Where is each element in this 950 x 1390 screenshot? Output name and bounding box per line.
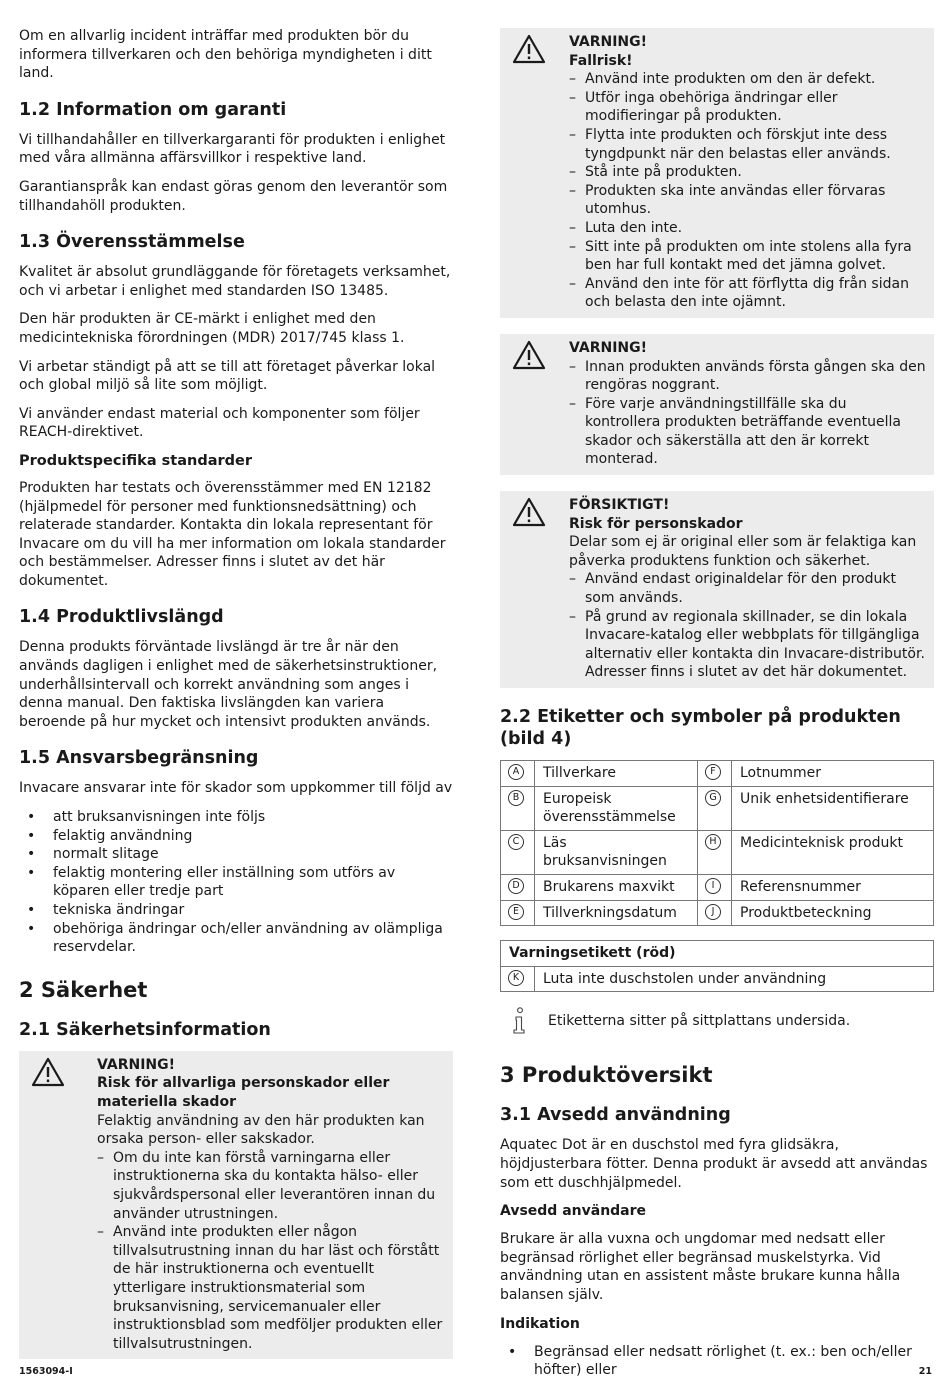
- section-1-5-heading: 1.5 Ansvarsbegränsning: [19, 748, 259, 769]
- list-item: – Luta den inte.: [569, 219, 926, 238]
- symbol-letter: F: [705, 764, 721, 780]
- list-item: • att bruksanvisningen inte följs: [19, 808, 453, 827]
- symbol-letter: E: [508, 904, 524, 920]
- list-item: – På grund av regionala skillnader, se din lokala Invacare-katalog eller webbplats för tillgängliga alternativ eller kontakta din Invacare-distributör. Adresser finns i slutet av det här dokumentet.: [569, 608, 926, 682]
- list-item: • Begränsad eller nedsatt rörlighet (t. ex.: ben och/eller höfter) eller: [500, 1343, 934, 1380]
- table-cell: Läs bruksanvisningen: [535, 830, 698, 874]
- table-cell: Referensnummer: [732, 874, 934, 900]
- indication-heading: Indikation: [500, 1315, 580, 1332]
- label-symbol-table: [500, 760, 934, 926]
- section-1-3-heading: 1.3 Överensstämmelse: [19, 232, 245, 253]
- section-2-1-heading: 2.1 Säkerhetsinformation: [19, 1019, 271, 1040]
- table-cell: Lotnummer: [732, 761, 934, 787]
- symbol-letter: G: [705, 790, 721, 806]
- warning-content: [569, 339, 926, 469]
- table-cell: Produktbeteckning: [732, 900, 934, 926]
- chapter-2-heading: 2 Säkerhet: [19, 977, 148, 1002]
- caution-text: Delar som ej är original eller som är felaktiga kan påverka produktens funktion och säkerhet.: [569, 534, 917, 569]
- warning-label-table: [500, 940, 934, 992]
- paragraph: Denna produkts förväntade livslängd är tre år när den används dagligen i enlighet med de säkerhetsinstruktioner, underhållsintervall och korrekt användning som anges i denna manual. Den faktiska livslängden kan variera beroende på hur mycket och intensivt produkten används.: [19, 639, 438, 730]
- section-1-2-heading: 1.2 Information om garanti: [19, 99, 287, 120]
- table-row: [501, 761, 934, 787]
- warning-triangle-icon: [31, 1057, 65, 1087]
- list-item: • obehöriga ändringar och/eller användning av olämpliga reservdelar.: [19, 920, 453, 957]
- warning-list: [569, 70, 926, 312]
- symbol-letter: K: [508, 970, 524, 986]
- document-number: 1563094-I: [19, 1366, 73, 1377]
- section-1-4-heading: 1.4 Produktlivslängd: [19, 607, 224, 628]
- symbol-letter: H: [705, 834, 721, 850]
- paragraph: Vi tillhandahåller en tillverkargaranti för produkten i enlighet med våra allmänna affärsvillkor i respektive land.: [19, 131, 446, 167]
- table-row: [501, 900, 934, 926]
- intro-paragraph: Om en allvarlig incident inträffar med produkten bör du informera tillverkaren och den behöriga myndigheten i ditt land.: [19, 28, 432, 82]
- warning-triangle-icon: [512, 497, 546, 527]
- table-cell: Brukarens maxvikt: [535, 874, 698, 900]
- symbol-letter: C: [508, 834, 524, 850]
- paragraph: Vi arbetar ständigt på att se till att företaget påverkar lokal och global miljö så lite som möjligt.: [19, 358, 436, 394]
- paragraph: Den här produkten är CE-märkt i enlighet med den medicintekniska förordningen (MDR) 2017/745 klass 1.: [19, 311, 405, 346]
- warning-list: [97, 1149, 445, 1354]
- table-cell: Luta inte duschstolen under användning: [535, 966, 934, 992]
- paragraph: Invacare ansvarar inte för skador som uppkommer till följd av: [19, 780, 453, 797]
- list-item: • felaktig montering eller inställning som utförs av köparen eller tredje part: [19, 864, 453, 901]
- warning-signal-word: VARNING!: [569, 339, 648, 356]
- table-header-row: [501, 941, 934, 967]
- warning-signal-word: VARNING!: [569, 34, 648, 50]
- list-item: • felaktig användning: [19, 827, 453, 846]
- intended-user-heading: Avsedd användare: [500, 1203, 647, 1220]
- info-note: [500, 1010, 934, 1046]
- warning-title: Fallrisk!: [569, 52, 633, 69]
- caution-title: Risk för personskador: [569, 515, 743, 532]
- product-standards-heading: Produktspecifika standarder: [19, 452, 252, 469]
- paragraph: Vi använder endast material och komponenter som följer REACH-direktivet.: [19, 405, 420, 441]
- warning-box: [500, 28, 934, 318]
- section-3-1-heading: 3.1 Avsedd användning: [500, 1105, 731, 1126]
- list-item: – Innan produkten används första gången ska den rengöras noggrant.: [569, 358, 926, 395]
- table-row: [501, 830, 934, 874]
- table-cell: Tillverkningsdatum: [535, 900, 698, 926]
- paragraph: Brukare är alla vuxna och ungdomar med nedsatt eller begränsad rörlighet eller begränsad muskelstyrka. Vid användning utan en assistent måste brukare kunna hålla balansen själv.: [500, 1231, 901, 1303]
- symbol-letter: D: [508, 878, 524, 894]
- right-column: [500, 28, 934, 1390]
- list-item: – Använd den inte för att förflytta dig från sidan och belasta den inte ojämnt.: [569, 275, 926, 312]
- table-cell: Unik enhetsidentifierare: [732, 786, 934, 830]
- symbol-letter: B: [508, 790, 524, 806]
- list-item: – Produkten ska inte användas eller förvaras utomhus.: [569, 182, 926, 219]
- list-item: – Använd inte produkten eller någon tillvalsutrustning innan du har läst och förstått de här instruktionerna och eventuellt ytterligare instruktionsmaterial som bruksanvisning, servicemanualer eller instruktionsblad som medföljer produkten eller tillvalsutrustningen.: [97, 1223, 445, 1353]
- warning-box: [19, 1051, 453, 1360]
- caution-box: [500, 491, 934, 688]
- warning-text: Felaktig användning av den här produkten kan orsaka person- eller sakskador.: [97, 1112, 425, 1148]
- list-item: – Flytta inte produkten och förskjut inte dess tyngdpunkt när den belastas eller används.: [569, 126, 926, 163]
- table-header: Varningsetikett (röd): [501, 941, 934, 967]
- warning-content: [97, 1056, 445, 1354]
- warning-triangle-icon: [512, 340, 546, 370]
- table-row: [501, 786, 934, 830]
- table-cell: Europeisk överensstämmelse: [535, 786, 698, 830]
- table-row: [501, 874, 934, 900]
- section-2-2-heading: 2.2 Etiketter och symboler på produkten (bild 4): [500, 707, 901, 749]
- list-item: • tekniska ändringar: [19, 901, 453, 920]
- page-number: 21: [918, 1366, 932, 1377]
- symbol-letter: A: [508, 764, 524, 780]
- list-item: – Utför inga obehöriga ändringar eller modifieringar på produkten.: [569, 89, 926, 126]
- caution-list: [569, 570, 926, 682]
- paragraph: Garantianspråk kan endast göras genom den leverantör som tillhandahöll produkten.: [19, 178, 448, 214]
- table-row: [501, 966, 934, 992]
- paragraph: Kvalitet är absolut grundläggande för företagets verksamhet, och vi arbetar i enlighet med standarden ISO 13485.: [19, 264, 451, 299]
- chapter-3-heading: 3 Produktöversikt: [500, 1063, 713, 1088]
- warning-box: [500, 334, 934, 475]
- info-text: Etiketterna sitter på sittplattans undersida.: [548, 1013, 851, 1030]
- caution-content: [569, 496, 926, 682]
- table-cell: Tillverkare: [535, 761, 698, 787]
- info-icon: [512, 1007, 526, 1035]
- indication-list: [500, 1343, 934, 1380]
- warning-triangle-icon: [512, 34, 546, 64]
- warning-content: [569, 33, 926, 312]
- list-item: • normalt slitage: [19, 845, 453, 864]
- table-cell: Medicinteknisk produkt: [732, 830, 934, 874]
- list-item: – Använd inte produkten om den är defekt.: [569, 70, 926, 89]
- warning-signal-word: VARNING!: [97, 1056, 176, 1073]
- list-item: – Använd endast originaldelar för den produkt som används.: [569, 570, 926, 607]
- list-item: – Stå inte på produkten.: [569, 163, 926, 182]
- symbol-letter: J: [705, 904, 721, 920]
- paragraph: Aquatec Dot är en duschstol med fyra glidsäkra, höjdjusterbara fötter. Denna produkt är avsedd att användas som ett duschhjälpmedel.: [500, 1137, 928, 1191]
- left-column: [19, 27, 453, 1375]
- caution-signal-word: FÖRSIKTIGT!: [569, 497, 670, 514]
- warning-list: [569, 358, 926, 470]
- liability-list: [19, 808, 453, 957]
- warning-title: Risk för allvarliga personskador eller materiella skador: [97, 1075, 390, 1110]
- list-item: – Om du inte kan förstå varningarna eller instruktionerna ska du kontakta hälso- eller sjukvårdspersonal eller leverantören innan du använder utrustningen.: [97, 1149, 445, 1223]
- list-item: – Sitt inte på produkten om inte stolens alla fyra ben har full kontakt med det jämna golvet.: [569, 238, 926, 275]
- symbol-letter: I: [705, 878, 721, 894]
- list-item: – Före varje användningstillfälle ska du kontrollera produkten beträffande eventuella skador och säkerställa att den är korrekt monterad.: [569, 395, 926, 469]
- paragraph: Produkten har testats och överensstämmer med EN 12182 (hjälpmedel för personer med funktionsnedsättning) och relaterade standarder. Kontakta din lokala representant för Invacare om du vill ha mer information om lokala standarder och bestämmelser. Adresser finns i slutet av det här dokumentet.: [19, 479, 446, 589]
